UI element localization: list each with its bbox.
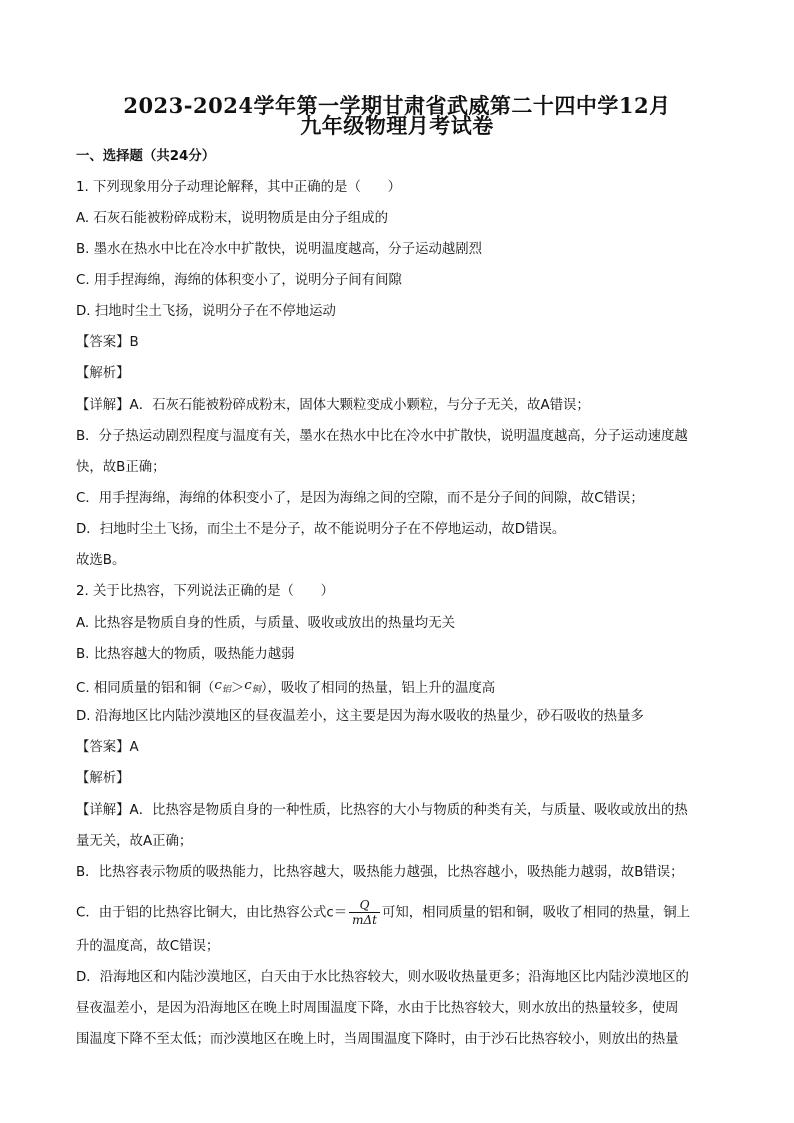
c-symbol: c xyxy=(244,678,252,693)
q2-option-c-prefix: C. 相同质量的铝和铜（ xyxy=(76,681,215,696)
formula-numerator: Q xyxy=(349,898,380,913)
q2-detail-6: D．沿海地区和内陆沙漠地区，白天由于水比热容较大，则水吸收热量更多；沿海地区比内陆沙漠地区的 xyxy=(76,970,689,985)
exam-title-line1: 2023-2024学年第一学期甘肃省武威第二十四中学12月 xyxy=(123,93,671,118)
q2-detail-5: 升的温度高，故C错误； xyxy=(76,939,220,954)
q2-option-d: D. 沿海地区比内陆沙漠地区的昼夜温差小，这主要是因为海水吸收的热量少，砂石吸收的热量多 xyxy=(76,709,644,724)
q2-detail-3: B．比热容表示物质的吸热能力，比热容越大，吸热能力越强，比热容越小，吸热能力越弱，故B错误； xyxy=(76,865,684,880)
q2-stem: 2. 关于比热容，下列说法正确的是（ ） xyxy=(76,584,335,599)
q2-option-c xyxy=(76,677,495,699)
q1-stem: 1. 下列现象用分子动理论解释，其中正确的是（ ） xyxy=(76,180,402,195)
q2-detail-7: 昼夜温差小，是因为沿海地区在晚上时周围温度下降，水由于比热容较大，则水放出的热量较多，使周 xyxy=(76,1001,679,1016)
c-symbol: c xyxy=(214,678,222,693)
q2-detail-4-prefix: C．由于铝的比热容比铜大，由比热容公式c＝ xyxy=(76,905,348,921)
q1-conclusion: 故选B。 xyxy=(76,553,126,568)
specific-heat-formula xyxy=(349,898,380,927)
q2-analysis-label: 【解析】 xyxy=(76,771,130,786)
al-subscript: 铝 xyxy=(221,685,231,695)
specific-heat-symbol-cu xyxy=(244,677,261,699)
cu-subscript: 铜 xyxy=(251,685,261,695)
q1-option-a: A. 石灰石能被粉碎成粉末，说明物质是由分子组成的 xyxy=(76,211,389,226)
q1-detail-5: D．扫地时尘土飞扬，而尘土不是分子，故不能说明分子在不停地运动，故D错误。 xyxy=(76,522,566,537)
q1-answer: 【答案】B xyxy=(76,335,139,350)
q2-detail-4 xyxy=(76,898,690,927)
q2-detail-8: 围温度下降不至太低；而沙漠地区在晚上时，当周围温度下降时，由于沙石比热容较小，则放出的热量 xyxy=(76,1032,679,1047)
q2-option-c-suffix: ），吸收了相同的热量，铝上升的温度高 xyxy=(260,681,496,696)
q1-detail-3: 快，故B正确； xyxy=(76,460,166,475)
q2-answer: 【答案】A xyxy=(76,740,139,755)
q2-detail-4-suffix: 可知，相同质量的铝和铜，吸收了相同的热量，铜上 xyxy=(382,905,690,921)
specific-heat-symbol-al xyxy=(214,677,231,699)
q1-option-c: C. 用手捏海绵，海绵的体积变小了，说明分子间有间隙 xyxy=(76,273,402,288)
q2-option-a: A. 比热容是物质自身的性质，与质量、吸收或放出的热量均无关 xyxy=(76,616,455,631)
q1-detail-1: 【详解】A．石灰石能被粉碎成粉末，固体大颗粒变成小颗粒，与分子无关，故A错误； xyxy=(76,398,590,413)
q1-detail-2: B．分子热运动剧烈程度与温度有关，墨水在热水中比在冷水中扩散快，说明温度越高，分子运动速度越 xyxy=(76,429,688,444)
exam-title-line2: 九年级物理月考试卷 xyxy=(300,113,494,138)
greater-than-sign: ＞ xyxy=(230,681,245,696)
q1-detail-4: C．用手捏海绵，海绵的体积变小了，是因为海绵之间的空隙，而不是分子间的间隙，故C错误； xyxy=(76,491,644,506)
q2-detail-1: 【详解】A．比热容是物质自身的一种性质，比热容的大小与物质的种类有关，与质量、吸收或放出的热 xyxy=(76,803,688,818)
formula-denominator: mΔt xyxy=(352,913,378,927)
q1-analysis-label: 【解析】 xyxy=(76,366,130,381)
q1-option-d: D. 扫地时尘土飞扬，说明分子在不停地运动 xyxy=(76,304,336,319)
q2-option-b: B. 比热容越大的物质，吸热能力越弱 xyxy=(76,647,295,662)
section-heading-choice: 一、选择题（共24分） xyxy=(76,149,216,164)
q1-option-b: B. 墨水在热水中比在冷水中扩散快，说明温度越高，分子运动越剧烈 xyxy=(76,242,483,257)
q2-detail-2: 量无关，故A正确； xyxy=(76,834,193,849)
